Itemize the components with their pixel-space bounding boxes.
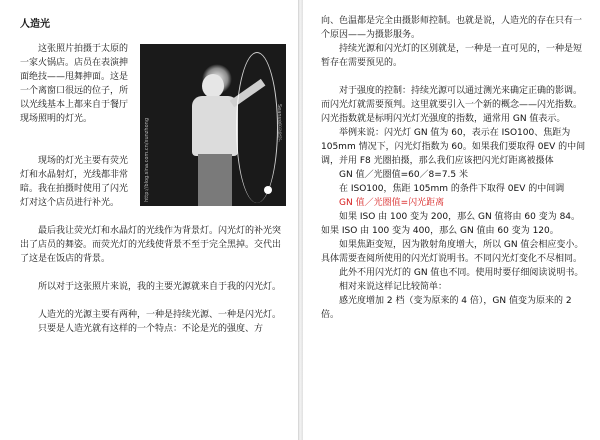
formula-block	[321, 168, 588, 210]
noodle-arc	[236, 52, 278, 203]
paragraph-photo-location: 这张照片拍摄于太原的一家火锅店。店员在表演抻面绝技——甩舞抻面。这是一个离窗口很远的位子，所以光线基本上都来自于餐厅现场照明的灯光。	[20, 44, 129, 124]
paragraph-lighting-setup: 现场的灯光主要有荧光灯和水晶射灯，光线都非常暗。我在拍摄时使用了闪光灯对这个店员进行补光。	[20, 156, 129, 208]
paragraph-memory-tip: 相对来说这样记比较简单：	[339, 282, 448, 292]
paragraph-background-light: 最后我让荧光灯和水晶灯的光线作为背景灯。闪光灯的补光突出了店员的舞姿。而荧光灯的光线使背景不至于完全黑掉。交代出了这是在饭店的背景。	[20, 226, 282, 264]
formula-distance: GN 值／光圈值=60／8=7.5 米	[339, 170, 469, 180]
section-heading: 人造光	[20, 19, 50, 30]
paragraph-light-types: 人造光的光源主要有两种，一种是持续光源、一种是闪光灯。	[38, 310, 282, 320]
paragraph-sensitivity-rule: 感光度增加 2 档（变为原来的 4 倍），GN 值变为原来的 2 倍。	[321, 296, 572, 320]
paragraph-iso-change: 如果 ISO 由 100 变为 200，那么 GN 值将由 60 变为 84。如果 ISO 由 100 变为 400，那么 GN 值由 60 变为 120。	[321, 212, 581, 236]
performer-head	[202, 74, 224, 98]
right-page	[305, 0, 600, 440]
spot-light	[264, 186, 272, 194]
photo-watermark-credit: Seanss摄影教学	[276, 104, 282, 142]
noodle-performer-photo	[140, 44, 286, 206]
paragraph-manual-note: 此外不用闪光灯的 GN 值也不同。使用时要仔细阅读说明书。	[339, 268, 584, 278]
paragraph-main-source: 所以对于这张照片来说，我的主要光源就来自于我的闪光灯。	[38, 282, 282, 292]
paragraph-continued: 向、色温都是完全由摄影师控制。也就是说，人造光的存在只有一个原因——为摄影服务。	[321, 16, 583, 40]
performer-legs	[198, 154, 232, 206]
book-gutter	[298, 0, 303, 440]
paragraph-gn-example: 举例来说：闪光灯 GN 值为 60，表示在 ISO100、焦距为105mm 情况下，闪光灯指数为 60。如果我们要取得 0EV 的中间调，并用 F8 光圈拍摄，那么我们应该把闪光灯距离被摄体	[321, 128, 586, 166]
formula-gn-rule: GN 值／光圈值=闪光距离	[339, 198, 445, 208]
intro-block	[20, 42, 286, 210]
paragraph-focal-length: 如果焦距变短，因为散射角度增大，所以 GN 值会相应变小。具体需要查阅所使用的闪光灯说明书。不同闪光灯变化不尽相同。	[321, 240, 584, 264]
formula-condition: 在 ISO100，焦距 105mm 的条件下取得 0EV 的中间调	[339, 184, 565, 194]
paragraph-continuous-vs-flash: 持续光源和闪光灯的区别就是，一种是一直可见的，一种是短暂存在需要预见的。	[321, 44, 583, 68]
paragraph-artificial-light-feature: 只要是人造光就有这样的一个特点：不论是光的强度、方	[38, 324, 264, 334]
paragraph-intensity-control: 对于强度的控制：持续光源可以通过测光来确定正确的影调。而闪光灯就需要预判。这里就要引入一个新的概念——闪光指数。闪光指数就是标明闪光灯光强度的指数，通常用 GN 值表示。	[321, 86, 583, 124]
photo-watermark-url: http://blog.sina.com.cn/xunzhong	[144, 118, 150, 202]
performer-body	[192, 96, 238, 156]
